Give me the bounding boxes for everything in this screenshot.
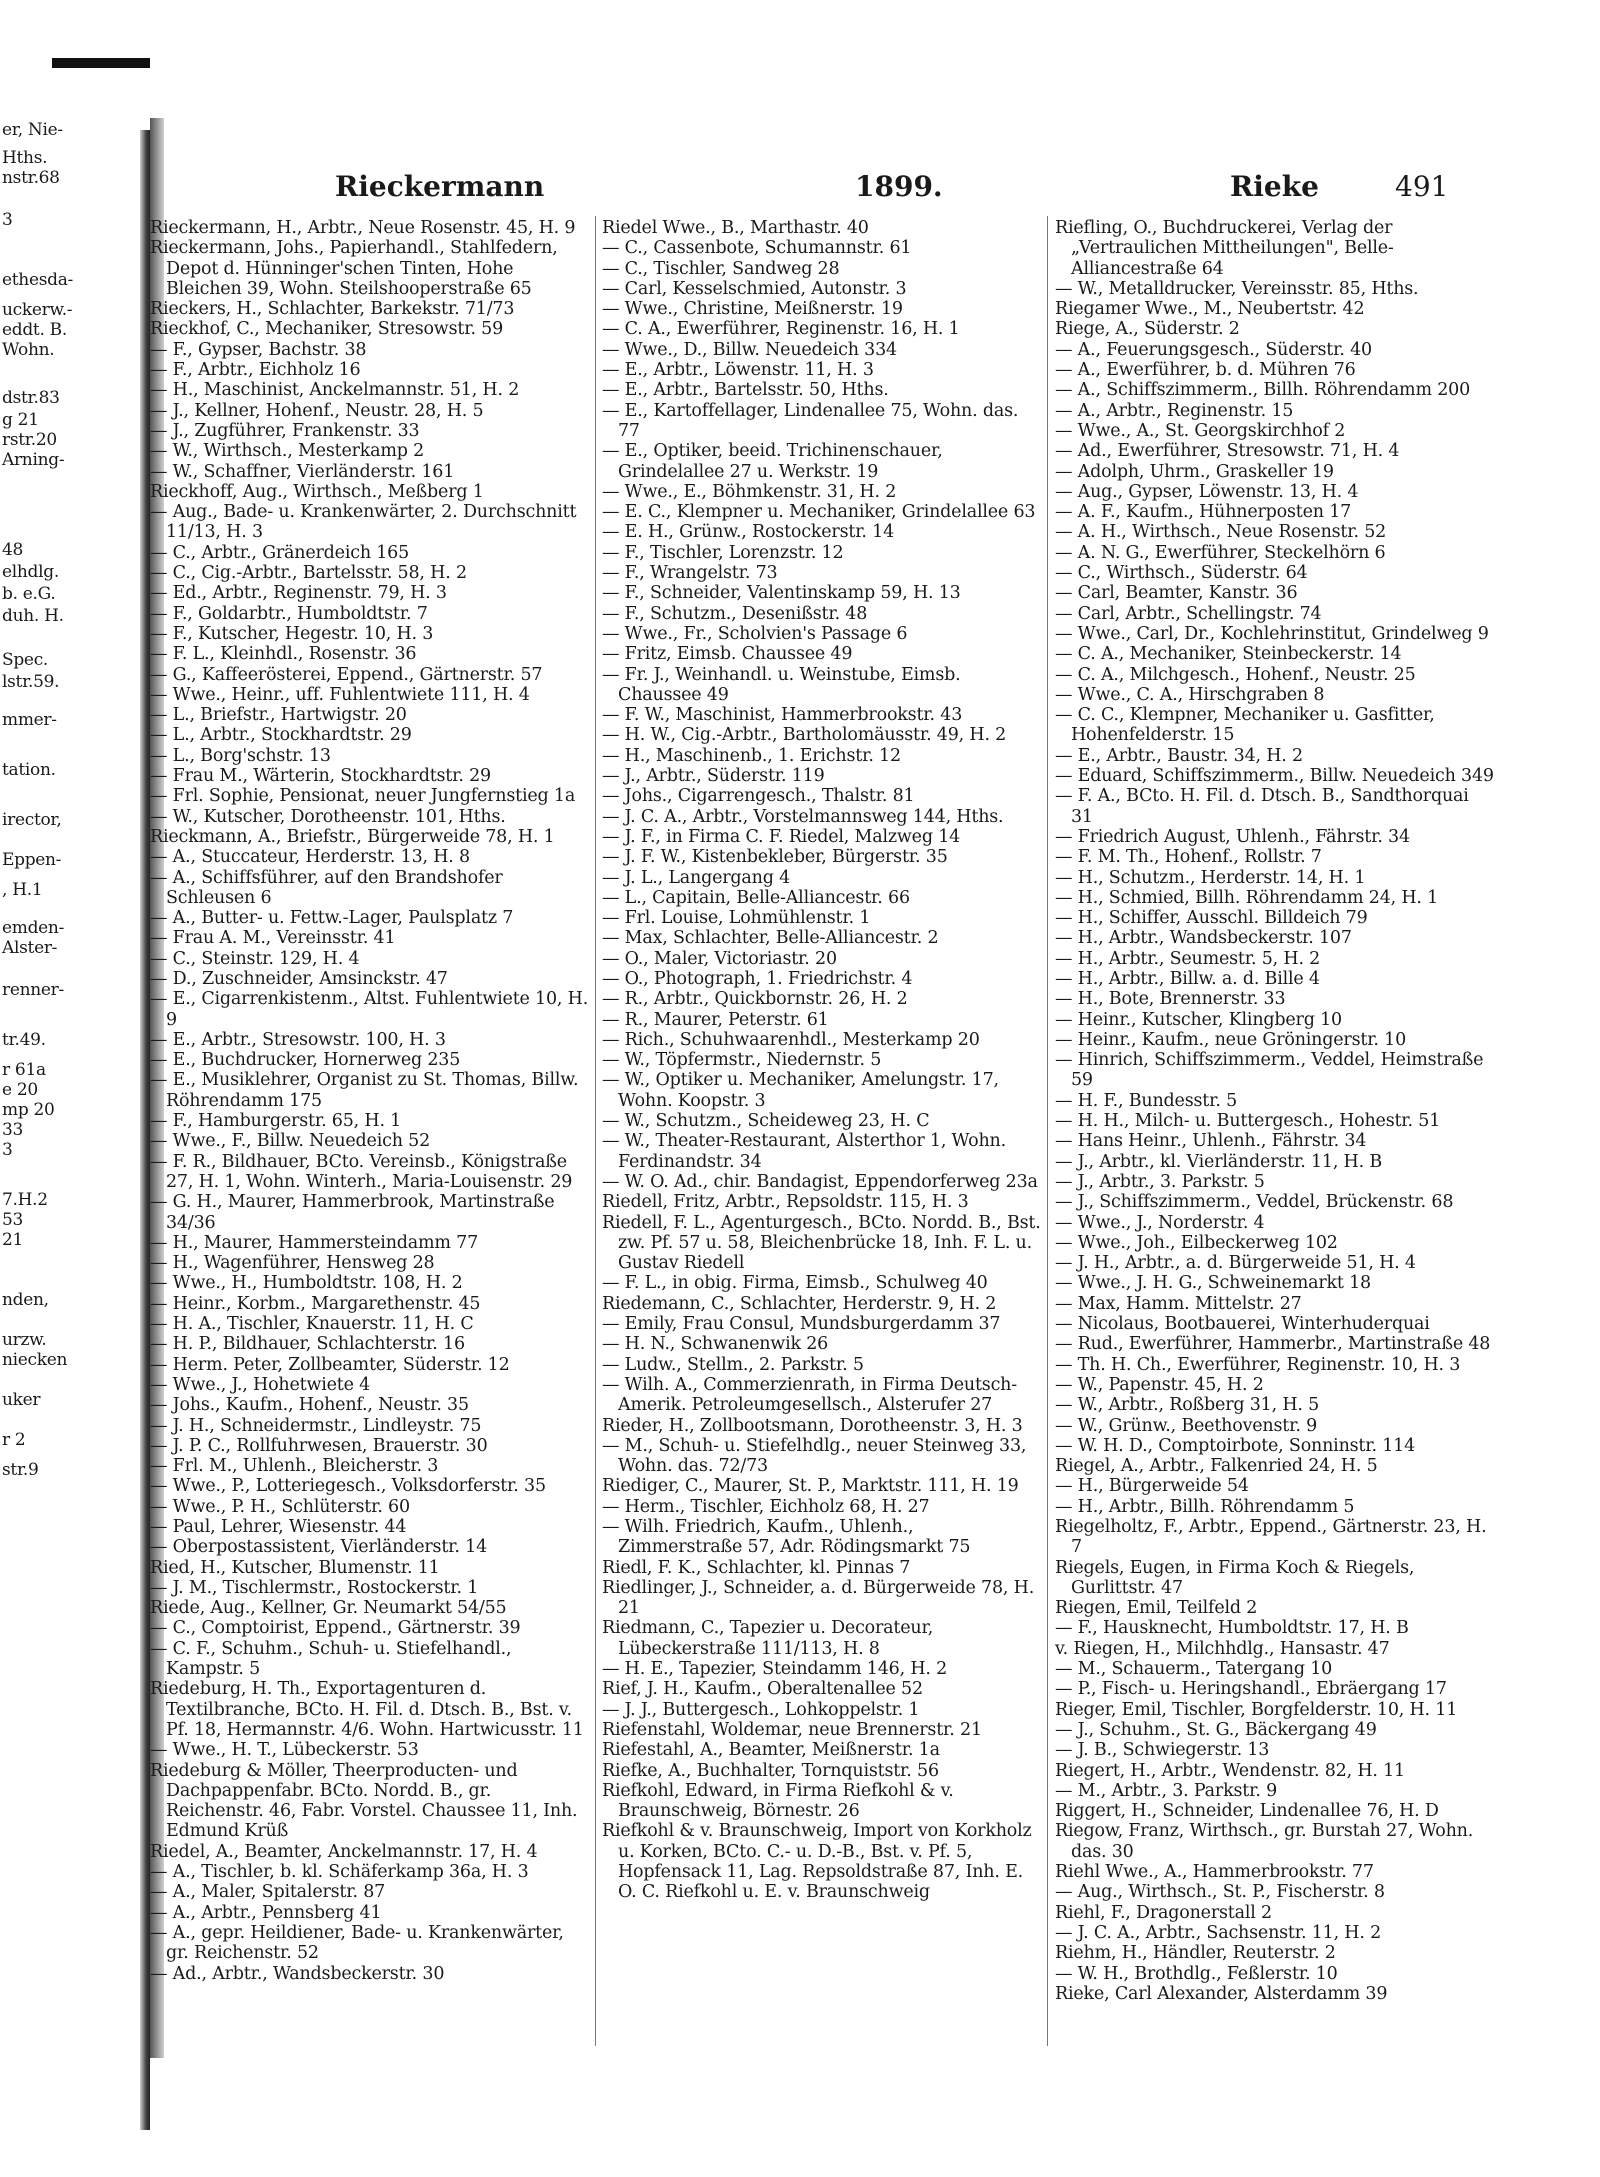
directory-entry: — H. H., Milch- u. Buttergesch., Hohestr. 51 (1055, 1111, 1441, 1132)
directory-entry: — F., Arbtr., Eichholz 16 (150, 360, 361, 381)
directory-entry: — F., Tischler, Lorenzstr. 12 (602, 542, 844, 563)
prev-page-text: Wohn. (2, 340, 55, 360)
directory-entry: — W., Grünw., Beethovenstr. 9 (1055, 1415, 1317, 1436)
prev-page-text: e 20 (2, 1080, 38, 1100)
directory-entry: — Wwe., Fr., Scholvien's Passage 6 (602, 623, 908, 644)
directory-entry: — H., Maschinist, Anckelmannstr. 51, H. 2 (150, 380, 520, 401)
directory-entry: Riefestahl, A., Beamter, Meißnerstr. 1a (602, 1740, 940, 1761)
directory-entry: — J., Schuhm., St. G., Bäckergang 49 (1055, 1719, 1377, 1740)
directory-entry: Riegow, Franz, Wirthsch., gr. Burstah 27, Wohn. das. 30 (1055, 1821, 1474, 1862)
directory-entry: — Heinr., Korbm., Margarethenstr. 45 (150, 1293, 481, 1314)
directory-entry: — H. F., Bundesstr. 5 (1055, 1090, 1238, 1111)
directory-entry: Ried, H., Kutscher, Blumenstr. 11 (150, 1557, 440, 1578)
directory-entry: — Wwe., Christine, Meißnerstr. 19 (602, 299, 903, 320)
directory-entry: Riehl Wwe., A., Hammerbrookstr. 77 (1055, 1862, 1374, 1883)
directory-entry: — W., Töpfermstr., Niedernstr. 5 (602, 1050, 882, 1071)
prev-page-text: irector, (2, 810, 62, 830)
directory-entry: — F. W., Maschinist, Hammerbrookstr. 43 (602, 705, 963, 726)
directory-entry: — F., Hamburgerstr. 65, H. 1 (150, 1111, 402, 1132)
directory-entry: — Heinr., Kutscher, Klingberg 10 (1055, 1009, 1342, 1030)
directory-entry: Riefling, O., Buchdruckerei, Verlag der „Vertraulichen Mittheilungen", Belle-Alliancestraße 64 (1055, 218, 1394, 279)
directory-entry: — Wwe., J., Norderstr. 4 (1055, 1212, 1265, 1233)
directory-entry: — E. H., Grünw., Rostockerstr. 14 (602, 522, 895, 543)
directory-entry: — H., Schutzm., Herderstr. 14, H. 1 (1055, 867, 1366, 888)
directory-entry: — H., Arbtr., Billw. a. d. Bille 4 (1055, 968, 1320, 989)
directory-entry: — M., Arbtr., 3. Parkstr. 9 (1055, 1780, 1278, 1801)
directory-entry: — H. P., Bildhauer, Schlachterstr. 16 (150, 1334, 465, 1355)
directory-entry: — C., Arbtr., Gränerdeich 165 (150, 542, 410, 563)
directory-entry: — F. L., Kleinhdl., Rosenstr. 36 (150, 644, 417, 665)
directory-entry: — Johs., Kaufm., Hohenf., Neustr. 35 (150, 1395, 469, 1416)
directory-entry: — J. C. A., Arbtr., Sachsenstr. 11, H. 2 (1055, 1922, 1382, 1943)
directory-entry: Rieckmann, A., Briefstr., Bürgerweide 78, H. 1 (150, 826, 555, 847)
directory-entry: — C. C., Klempner, Mechaniker u. Gasfitter, Hohenfelderstr. 15 (1055, 705, 1435, 746)
directory-entry: — H., Arbtr., Seumestr. 5, H. 2 (1055, 948, 1321, 969)
prev-page-text: 33 (2, 1120, 24, 1140)
directory-entry: — C., Wirthsch., Süderstr. 64 (1055, 563, 1308, 584)
directory-entry: Riefkohl & v. Braunschweig, Import von Korkholz u. Korken, BCto. C.- u. D.-B., Bst. v. Pf. 5, Hopfensack 11, Lag. Repsoldstraße 87, Inh. E. O. C. Riefkohl u. E. v. Braunschweig (602, 1821, 1032, 1903)
directory-entry: Riegels, Eugen, in Firma Koch & Riegels, Gurlittstr. 47 (1055, 1557, 1415, 1598)
prev-page-text: g 21 (2, 410, 39, 430)
directory-entry: — M., Schuh- u. Stiefelhdlg., neuer Steinweg 33, Wohn. das. 72/73 (602, 1435, 1027, 1477)
directory-entry: Riehm, H., Händler, Reuterstr. 2 (1055, 1943, 1336, 1964)
directory-entry: — H. E., Tapezier, Steindamm 146, H. 2 (602, 1659, 948, 1680)
directory-entry: — C. A., Ewerführer, Reginenstr. 16, H. 1 (602, 319, 960, 340)
directory-entry: Riedemann, C., Schlachter, Herderstr. 9, H. 2 (602, 1293, 997, 1314)
directory-entry: Rieger, Emil, Tischler, Borgfelderstr. 10, H. 11 (1055, 1699, 1458, 1720)
directory-entry: — Frl. M., Uhlenh., Bleicherstr. 3 (150, 1456, 439, 1477)
directory-entry: — H. A., Tischler, Knauerstr. 11, H. C (150, 1314, 474, 1335)
directory-entry: Rieder, H., Zollbootsmann, Dorotheenstr. 3, H. 3 (602, 1415, 1023, 1436)
directory-entry: — Eduard, Schiffszimmerm., Billw. Neuedeich 349 (1055, 766, 1494, 787)
directory-entry: — W., Wirthsch., Mesterkamp 2 (150, 441, 425, 462)
directory-entry: — C., Steinstr. 129, H. 4 (150, 948, 360, 969)
directory-entry: — H. N., Schwanenwik 26 (602, 1334, 829, 1355)
directory-entry: — Wwe., F., Billw. Neuedeich 52 (150, 1131, 431, 1152)
directory-entry: Riege, A., Süderstr. 2 (1055, 319, 1240, 340)
directory-entry: — W., Schutzm., Scheideweg 23, H. C (602, 1111, 930, 1132)
directory-entry: — W. H., Brothdlg., Feßlerstr. 10 (1055, 1963, 1338, 1984)
prev-page-text: nstr.68 (2, 168, 60, 188)
directory-entry: — H., Arbtr., Billh. Röhrendamm 5 (1055, 1496, 1355, 1517)
directory-entry: — A., Arbtr., Reginenstr. 15 (1055, 400, 1294, 421)
directory-entry: — F., Goldarbtr., Humboldtstr. 7 (150, 603, 428, 624)
directory-entry: Riefke, A., Buchhalter, Tornquiststr. 56 (602, 1760, 939, 1781)
directory-entry: — Carl, Beamter, Kanstr. 36 (1055, 583, 1298, 604)
directory-entry: — Nicolaus, Bootbauerei, Winterhuderquai (1055, 1314, 1430, 1335)
directory-entry: v. Riegen, H., Milchhdlg., Hansastr. 47 (1055, 1638, 1390, 1659)
directory-entry: — A., Feuerungsgesch., Süderstr. 40 (1055, 339, 1372, 360)
prev-page-text: r 61a (2, 1060, 46, 1080)
directory-entry: — Carl, Kesselschmied, Autonstr. 3 (602, 278, 907, 299)
directory-entry: — E., Buchdrucker, Hornerweg 235 (150, 1050, 461, 1071)
directory-entry: — L., Capitain, Belle-Alliancestr. 66 (602, 887, 910, 908)
directory-entry: — Th. H. Ch., Ewerführer, Reginenstr. 10, H. 3 (1055, 1354, 1461, 1375)
directory-entry: — A., Schiffsführer, auf den Brandshofer Schleusen 6 (150, 867, 503, 908)
directory-entry: — R., Maurer, Peterstr. 61 (602, 1009, 829, 1030)
directory-entry: — C. A., Mechaniker, Steinbeckerstr. 14 (1055, 644, 1402, 665)
directory-entry: — W., Metalldrucker, Vereinsstr. 85, Hths. (1055, 278, 1419, 299)
prev-page-text: 3 (2, 1140, 13, 1160)
prev-page-text: r 2 (2, 1430, 26, 1450)
directory-entry: — P., Fisch- u. Heringshandl., Ebräergang 17 (1055, 1679, 1447, 1700)
directory-entry: — J., Schiffszimmerm., Veddel, Brückenstr. 68 (1055, 1192, 1454, 1213)
prev-page-text: Alster- (2, 938, 58, 958)
prev-page-text: 7.H.2 (2, 1190, 48, 1210)
directory-entry: — Frau M., Wärterin, Stockhardtstr. 29 (150, 766, 491, 787)
directory-entry: Riedel Wwe., B., Marthastr. 40 (602, 218, 869, 238)
directory-entry: — Max, Schlachter, Belle-Alliancestr. 2 (602, 928, 939, 949)
directory-entry: — Wwe., Joh., Eilbeckerweg 102 (1055, 1232, 1338, 1253)
directory-entry: — A., Tischler, b. kl. Schäferkamp 36a, H. 3 (150, 1862, 529, 1883)
directory-entry: — Max, Hamm. Mittelstr. 27 (1055, 1293, 1302, 1314)
directory-entry: — J., Arbtr., Süderstr. 119 (602, 766, 825, 787)
directory-entry: — Wilh. Friedrich, Kaufm., Uhlenh., Zimmerstraße 57, Adr. Rödingsmarkt 75 (602, 1517, 971, 1558)
directory-entry: — W., Papenstr. 45, H. 2 (1055, 1374, 1264, 1395)
directory-entry: — H., Schmied, Billh. Röhrendamm 24, H. 1 (1055, 887, 1439, 908)
prev-page-text: rstr.20 (2, 430, 57, 450)
directory-entry: — F., Wrangelstr. 73 (602, 563, 778, 584)
directory-entry: — C. F., Schuhm., Schuh- u. Stiefelhandl., Kampstr. 5 (150, 1638, 512, 1680)
directory-entry: — A., Butter- u. Fettw.-Lager, Paulsplatz 7 (150, 908, 514, 929)
directory-entry: — Frau A. M., Vereinsstr. 41 (150, 928, 396, 949)
prev-page-text: renner- (2, 980, 64, 1000)
directory-entry: — F. L., in obig. Firma, Eimsb., Schulweg 40 (602, 1273, 988, 1294)
directory-entry: — W. O. Ad., chir. Bandagist, Eppendorferweg 23a (602, 1171, 1038, 1192)
directory-entry: — E. C., Klempner u. Mechaniker, Grindelallee 63 (602, 502, 1036, 523)
directory-entry: — F. A., BCto. H. Fil. d. Dtsch. B., Sandthorquai 31 (1055, 786, 1469, 827)
directory-entry: — Ad., Ewerführer, Stresowstr. 71, H. 4 (1055, 441, 1400, 462)
directory-entry: — R., Arbtr., Quickbornstr. 26, H. 2 (602, 989, 908, 1010)
directory-entry: — Ludw., Stellm., 2. Parkstr. 5 (602, 1354, 864, 1375)
directory-entry: — J. M., Tischlermstr., Rostockerstr. 1 (150, 1577, 479, 1598)
directory-entry: Riedell, Fritz, Arbtr., Repsoldstr. 115, H. 3 (602, 1192, 969, 1213)
directory-entry: — E., Kartoffellager, Lindenallee 75, Wohn. das. 77 (602, 400, 1019, 441)
directory-entry: Rieckers, H., Schlachter, Barkekstr. 71/73 (150, 299, 515, 320)
prev-page-text: eddt. B. (2, 320, 67, 340)
directory-entry: — F. M. Th., Hohenf., Rollstr. 7 (1055, 847, 1322, 868)
prev-page-text: urzw. (2, 1330, 47, 1350)
directory-entry: — H., Schiffer, Ausschl. Billdeich 79 (1055, 908, 1368, 929)
directory-entry: — Emily, Frau Consul, Mundsburgerdamm 37 (602, 1314, 1001, 1335)
directory-entry: Riedeburg & Möller, Theerproducten- und Dachpappenfabr. BCto. Nordd. B., gr. Reichenstr. 46, Fabr. Vorstel. Chaussee 11, Inh. Edmund Krüß (150, 1760, 578, 1842)
directory-entry: — Frl. Louise, Lohmühlenstr. 1 (602, 908, 871, 929)
directory-column-3 (1055, 218, 1495, 2004)
prev-page-text: uckerw.- (2, 300, 73, 320)
directory-entry: — A. F., Kaufm., Hühnerposten 17 (1055, 502, 1352, 523)
directory-entry: Rieckermann, H., Arbtr., Neue Rosenstr. 45, H. 9 (150, 218, 576, 238)
directory-column-1 (150, 218, 590, 1984)
directory-entry: — Fr. J., Weinhandl. u. Weinstube, Eimsb. Chaussee 49 (602, 664, 961, 705)
directory-entry: — F., Gypser, Bachstr. 38 (150, 339, 367, 360)
directory-entry: — A. H., Wirthsch., Neue Rosenstr. 52 (1055, 522, 1387, 543)
directory-entry: — H., Wagenführer, Hensweg 28 (150, 1253, 435, 1274)
directory-entry: — Wwe., J. H. G., Schweinemarkt 18 (1055, 1273, 1371, 1294)
directory-entry: — Hinrich, Schiffszimmerm., Veddel, Heimstraße 59 (1055, 1050, 1484, 1091)
directory-entry: — A., Arbtr., Pennsberg 41 (150, 1902, 382, 1923)
directory-entry: — Carl, Arbtr., Schellingstr. 74 (1055, 603, 1322, 624)
directory-entry: — F., Schutzm., Desenißstr. 48 (602, 603, 868, 624)
directory-entry: — E., Arbtr., Baustr. 34, H. 2 (1055, 745, 1303, 766)
directory-entry: — A., gepr. Heildiener, Bade- u. Krankenwärter, gr. Reichenstr. 52 (150, 1922, 564, 1964)
directory-entry: — Wwe., P. H., Schlüterstr. 60 (150, 1496, 410, 1517)
directory-entry: — E., Arbtr., Löwenstr. 11, H. 3 (602, 360, 874, 381)
directory-entry: — J. H., Arbtr., a. d. Bürgerweide 51, H. 4 (1055, 1253, 1416, 1274)
directory-entry: — A. N. G., Ewerführer, Steckelhörn 6 (1055, 542, 1386, 563)
directory-entry: — J. P. C., Rollfuhrwesen, Brauerstr. 30 (150, 1435, 488, 1456)
directory-entry: — A., Schiffszimmerm., Billh. Röhrendamm 200 (1055, 380, 1471, 401)
prev-page-text: emden- (2, 918, 65, 938)
directory-entry: — Wwe., H., Humboldtstr. 108, H. 2 (150, 1273, 463, 1294)
directory-entry: — W., Optiker u. Mechaniker, Amelungstr. 17, Wohn. Koopstr. 3 (602, 1070, 999, 1111)
directory-entry: — W., Theater-Restaurant, Alsterthor 1, Wohn. Ferdinandstr. 34 (602, 1131, 1006, 1172)
directory-entry: — Wwe., E., Böhmkenstr. 31, H. 2 (602, 481, 897, 502)
directory-entry: Riedell, F. L., Agenturgesch., BCto. Nordd. B., Bst. zw. Pf. 57 u. 58, Bleichenbrücke 18, Inh. F. L. u. Gustav Riedell (602, 1212, 1041, 1274)
directory-entry: Rieckhof, C., Mechaniker, Stresowstr. 59 (150, 319, 504, 340)
directory-entry: — E., Cigarrenkistenm., Altst. Fuhlentwiete 10, H. 9 (150, 989, 589, 1030)
directory-entry: — Rich., Schuhwaarenhdl., Mesterkamp 20 (602, 1029, 980, 1050)
directory-entry: — J. J., Buttergesch., Lohkoppelstr. 1 (602, 1699, 920, 1720)
directory-entry: — Oberpostassistent, Vierländerstr. 14 (150, 1537, 487, 1558)
prev-page-text: Spec. (2, 650, 49, 670)
directory-entry: — A., Ewerführer, b. d. Mühren 76 (1055, 360, 1356, 381)
running-head-right: Rieke (1230, 170, 1319, 203)
directory-entry: — L., Briefstr., Hartwigstr. 20 (150, 705, 407, 726)
directory-entry: Rieke, Carl Alexander, Alsterdamm 39 (1055, 1983, 1388, 2004)
directory-entry: — J. H., Schneidermstr., Lindleystr. 75 (150, 1415, 482, 1436)
prev-page-text: 21 (2, 1230, 24, 1250)
directory-entry: Riediger, C., Maurer, St. P., Marktstr. 111, H. 19 (602, 1476, 1019, 1497)
column-rule (595, 216, 596, 2046)
directory-entry: — E., Musiklehrer, Organist zu St. Thomas, Billw. Röhrendamm 175 (150, 1070, 579, 1111)
directory-entry: — G. H., Maurer, Hammerbrook, Martinstraße 34/36 (150, 1192, 555, 1233)
directory-entry: — J., Zugführer, Frankenstr. 33 (150, 420, 420, 441)
directory-entry: Riggert, H., Schneider, Lindenallee 76, H. D (1055, 1801, 1439, 1822)
directory-entry: Rief, J. H., Kaufm., Oberaltenallee 52 (602, 1679, 923, 1700)
directory-entry: — Aug., Bade- u. Krankenwärter, 2. Durchschnitt 11/13, H. 3 (150, 502, 577, 543)
directory-entry: Riede, Aug., Kellner, Gr. Neumarkt 54/55 (150, 1598, 507, 1619)
directory-entry: — Wwe., Carl, Dr., Kochlehrinstitut, Grindelweg 9 (1055, 623, 1489, 644)
directory-entry: — C., Tischler, Sandweg 28 (602, 258, 840, 279)
prev-page-text: Arning- (2, 450, 65, 470)
page-year: 1899. (855, 170, 943, 203)
directory-entry: — Hans Heinr., Uhlenh., Fährstr. 34 (1055, 1131, 1367, 1152)
directory-page (150, 110, 1530, 2050)
directory-entry: — W., Arbtr., Roßberg 31, H. 5 (1055, 1395, 1320, 1416)
directory-entry: — Wwe., Heinr., uff. Fuhlentwiete 111, H. 4 (150, 684, 530, 705)
directory-entry: — H., Bote, Brennerstr. 33 (1055, 989, 1286, 1010)
directory-entry: Riedl, F. K., Schlachter, kl. Pinnas 7 (602, 1557, 911, 1578)
prev-page-text: tr.49. (2, 1030, 46, 1050)
directory-entry: — G., Kaffeerösterei, Eppend., Gärtnerstr. 57 (150, 664, 543, 685)
prev-page-text: nden, (2, 1290, 49, 1310)
directory-entry: — Herm. Peter, Zollbeamter, Süderstr. 12 (150, 1354, 510, 1375)
directory-entry: — J. F. W., Kistenbekleber, Bürgerstr. 35 (602, 847, 948, 868)
directory-entry: Riedlinger, J., Schneider, a. d. Bürgerweide 78, H. 21 (602, 1577, 1035, 1619)
directory-entry: — Friedrich August, Uhlenh., Fährstr. 34 (1055, 826, 1410, 847)
prev-page-text: elhdlg. (2, 562, 59, 582)
prev-page-text: mmer- (2, 710, 57, 730)
directory-entry: — E., Arbtr., Bartelsstr. 50, Hths. (602, 380, 889, 401)
column-rule (1047, 216, 1048, 2046)
directory-entry: — F. R., Bildhauer, BCto. Vereinsb., Königstraße 27, H. 1, Wohn. Winterh., Maria-Louisenstr. 29 (150, 1151, 573, 1192)
directory-entry: — W., Kutscher, Dorotheenstr. 101, Hths. (150, 806, 506, 827)
directory-entry: — J., Kellner, Hohenf., Neustr. 28, H. 5 (150, 400, 484, 421)
prev-page-text: 48 (2, 540, 24, 560)
prev-page-text: lstr.59. (2, 672, 60, 692)
prev-page-text: Eppen- (2, 850, 62, 870)
directory-entry: — Wwe., H. T., Lübeckerstr. 53 (150, 1740, 419, 1761)
directory-entry: Riegamer Wwe., M., Neubertstr. 42 (1055, 299, 1365, 320)
directory-entry: Riegel, A., Arbtr., Falkenried 24, H. 5 (1055, 1456, 1378, 1477)
prev-page-text: uker (2, 1390, 41, 1410)
directory-entry: — Ed., Arbtr., Reginenstr. 79, H. 3 (150, 583, 447, 604)
directory-entry: Riedeburg, H. Th., Exportagenturen d. Textilbranche, BCto. H. Fil. d. Dtsch. B., Bst. v. Pf. 18, Hermannstr. 4/6. Wohn. Hartwicusstr. 11 (150, 1679, 584, 1740)
directory-column-2 (602, 218, 1042, 1903)
directory-entry: — A., Stuccateur, Herderstr. 13, H. 8 (150, 847, 470, 868)
directory-entry: — Aug., Wirthsch., St. P., Fischerstr. 8 (1055, 1882, 1385, 1903)
directory-entry: — F., Hausknecht, Humboldtstr. 17, H. B (1055, 1618, 1409, 1639)
directory-entry: — Johs., Cigarrengesch., Thalstr. 81 (602, 786, 915, 807)
directory-entry: Rieckhoff, Aug., Wirthsch., Meßberg 1 (150, 481, 484, 502)
directory-entry: — Aug., Gypser, Löwenstr. 13, H. 4 (1055, 481, 1359, 502)
directory-entry: — F., Schneider, Valentinskamp 59, H. 13 (602, 583, 961, 604)
prev-page-text: mp 20 (2, 1100, 55, 1120)
directory-entry: — L., Borg'schstr. 13 (150, 745, 331, 766)
prev-page-text: 3 (2, 210, 13, 230)
directory-entry: — Rud., Ewerführer, Hammerbr., Martinstraße 48 (1055, 1334, 1491, 1355)
directory-entry: — H., Maurer, Hammersteindamm 77 (150, 1232, 479, 1253)
directory-entry: — L., Arbtr., Stockhardtstr. 29 (150, 725, 412, 746)
directory-entry: — Wwe., C. A., Hirschgraben 8 (1055, 684, 1325, 705)
prev-page-text: dstr.83 (2, 388, 60, 408)
prev-page-text: tation. (2, 760, 56, 780)
directory-entry: — H. W., Cig.-Arbtr., Bartholomäusstr. 49, H. 2 (602, 725, 1007, 746)
directory-entry: Riefenstahl, Woldemar, neue Brennerstr. 21 (602, 1719, 982, 1740)
running-head-left: Rieckermann (335, 170, 545, 203)
directory-entry: — Adolph, Uhrm., Graskeller 19 (1055, 461, 1334, 482)
prev-page-text: ethesda- (2, 270, 73, 290)
page-number: 491 (1395, 170, 1449, 203)
directory-entry: — O., Photograph, 1. Friedrichstr. 4 (602, 968, 913, 989)
directory-entry: — A., Maler, Spitalerstr. 87 (150, 1882, 386, 1903)
prev-page-text: b. e.G. (2, 584, 56, 604)
directory-entry: — Wwe., J., Hohetwiete 4 (150, 1374, 371, 1395)
directory-entry: Riehl, F., Dragonerstall 2 (1055, 1902, 1272, 1923)
directory-entry: — Herm., Tischler, Eichholz 68, H. 27 (602, 1496, 930, 1517)
directory-entry: — Wwe., A., St. Georgskirchhof 2 (1055, 420, 1346, 441)
directory-entry: Rieckermann, Johs., Papierhandl., Stahlfedern, Depot d. Hünninger'schen Tinten, Hohe Bleichen 39, Wohn. Steilshooperstraße 65 (150, 238, 558, 299)
directory-entry: — C. A., Milchgesch., Hohenf., Neustr. 25 (1055, 664, 1416, 685)
directory-entry: — J. B., Schwiegerstr. 13 (1055, 1740, 1270, 1761)
directory-entry: — Wwe., P., Lotteriegesch., Volksdorferstr. 35 (150, 1476, 546, 1497)
prev-page-text: Hths. (2, 148, 48, 168)
directory-entry: — H., Maschinenb., 1. Erichstr. 12 (602, 745, 901, 766)
prev-page-text: niecken (2, 1350, 68, 1370)
directory-entry: Riefkohl, Edward, in Firma Riefkohl & v. Braunschweig, Börnestr. 26 (602, 1780, 954, 1822)
directory-entry: — J., Arbtr., 3. Parkstr. 5 (1055, 1171, 1265, 1192)
directory-entry: — J., Arbtr., kl. Vierländerstr. 11, H. B (1055, 1151, 1383, 1172)
directory-entry: — J. C. A., Arbtr., Vorstelmannsweg 144, Hths. (602, 806, 1004, 827)
prev-page-text: , H.1 (2, 880, 43, 900)
directory-entry: Riedmann, C., Tapezier u. Decorateur, Lübeckerstraße 111/113, H. 8 (602, 1618, 934, 1659)
directory-entry: — C., Cassenbote, Schumannstr. 61 (602, 238, 912, 259)
prev-page-text: 53 (2, 1210, 24, 1230)
directory-entry: — Frl. Sophie, Pensionat, neuer Jungfernstieg 1a (150, 786, 576, 807)
directory-entry: — O., Maler, Victoriastr. 20 (602, 948, 837, 969)
previous-page-fragment (0, 60, 150, 2177)
prev-page-text: duh. H. (2, 606, 64, 626)
directory-entry: Riegen, Emil, Teilfeld 2 (1055, 1598, 1258, 1619)
prev-page-text: er, Nie- (2, 120, 63, 140)
directory-entry: Riegelholtz, F., Arbtr., Eppend., Gärtnerstr. 23, H. 7 (1055, 1517, 1487, 1558)
directory-entry: — J. L., Langergang 4 (602, 867, 791, 888)
directory-entry: — W., Schaffner, Vierländerstr. 161 (150, 461, 455, 482)
directory-entry: — C., Cig.-Arbtr., Bartelsstr. 58, H. 2 (150, 563, 467, 584)
directory-entry: — D., Zuschneider, Amsinckstr. 47 (150, 968, 448, 989)
directory-entry: — Fritz, Eimsb. Chaussee 49 (602, 644, 853, 665)
directory-entry: — Paul, Lehrer, Wiesenstr. 44 (150, 1517, 407, 1537)
directory-entry: — Wwe., D., Billw. Neuedeich 334 (602, 339, 897, 360)
directory-entry: Riegert, H., Arbtr., Wendenstr. 82, H. 11 (1055, 1760, 1405, 1781)
directory-entry: — M., Schauerm., Tatergang 10 (1055, 1659, 1333, 1680)
directory-entry: — J. F., in Firma C. F. Riedel, Malzweg 14 (602, 826, 961, 847)
directory-entry: — W. H. D., Comptoirbote, Sonninstr. 114 (1055, 1435, 1416, 1456)
directory-entry: — Ad., Arbtr., Wandsbeckerstr. 30 (150, 1963, 445, 1984)
directory-entry: — C., Comptoirist, Eppend., Gärtnerstr. 39 (150, 1618, 521, 1639)
directory-entry: — F., Kutscher, Hegestr. 10, H. 3 (150, 623, 434, 644)
directory-entry: — Wilh. A., Commerzienrath, in Firma Deutsch-Amerik. Petroleumgesellsch., Alsterufer 27 (602, 1374, 1017, 1416)
directory-entry: — E., Optiker, beeid. Trichinenschauer, Grindelallee 27 u. Werkstr. 19 (602, 441, 943, 482)
directory-entry: — H., Arbtr., Wandsbeckerstr. 107 (1055, 928, 1352, 949)
directory-entry: — Heinr., Kaufm., neue Gröningerstr. 10 (1055, 1029, 1407, 1050)
directory-entry: — H., Bürgerweide 54 (1055, 1476, 1249, 1497)
directory-entry: Riedel, A., Beamter, Anckelmannstr. 17, H. 4 (150, 1841, 538, 1862)
prev-page-text: str.9 (2, 1460, 39, 1480)
directory-entry: — E., Arbtr., Stresowstr. 100, H. 3 (150, 1029, 446, 1050)
